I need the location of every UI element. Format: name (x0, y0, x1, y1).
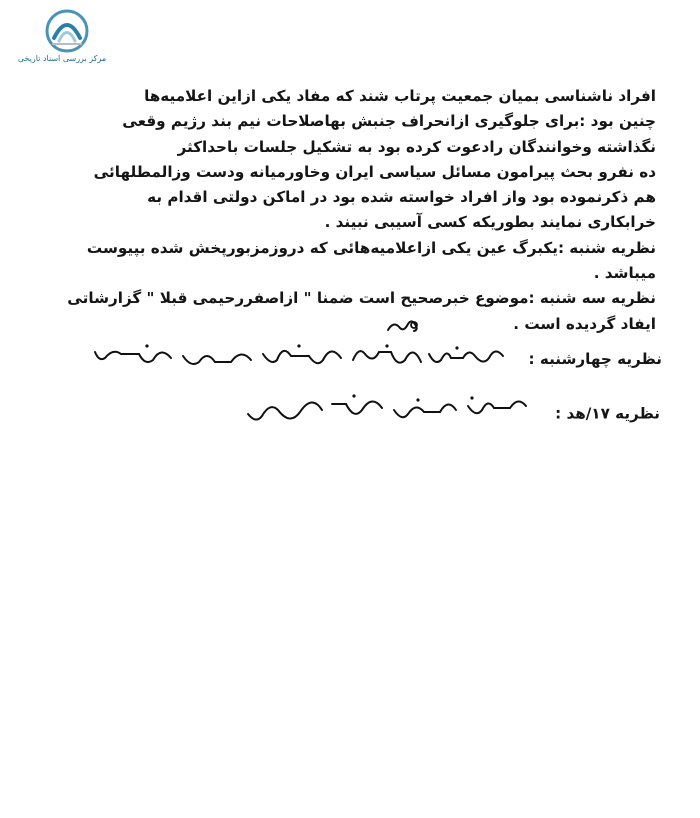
text-line: هم ذکرنموده بود واز افراد خواسته شده بود در اماکن دولتی اقدام به (147, 188, 656, 207)
note-wednesday-handwriting (91, 338, 511, 380)
text-line: افراد ناشناسی بمیان جمعیت پرتاب شند که مفاد یکی ازاین اعلامیه‌ها (144, 87, 656, 105)
note-dated (60, 390, 660, 423)
text-line: نظریه شنبه :یکبرگ عین یکی ازاعلامیه‌هائی که دروزمزبورپخش شده بپیوست (86, 238, 656, 257)
text-line: ایفاد گردیده است . (513, 314, 656, 333)
archive-logo-text: مرکز بررسی اسناد تاریخی (17, 54, 107, 63)
text-line: نگذاشته وخوانندگان رادعوت کرده بود به تشکیل جلسات باحداکثر (177, 137, 656, 156)
note-dated-handwriting (242, 390, 532, 438)
text-line: میباشد . (593, 264, 656, 283)
text-line: چنین بود :برای جلوگیری ازانحراف جنبش بهاصلاحات نیم بند رژیم وقعی (122, 112, 656, 131)
archive-emblem-icon (44, 8, 90, 54)
note-wednesday (42, 338, 662, 368)
note-dated-label: نظریه ۱۷/هد : (555, 404, 660, 423)
text-line: خرابکاری نمایند بطوریکه کسی آسیبی نبیند . (324, 213, 656, 232)
report-body (28, 84, 656, 337)
text-line: نظریه سه شنبه :موضوع خبرصحیح است ضمنا " ازاصفررحیمی قبلا " گزارشاتی (67, 289, 656, 308)
handwritten-initials-icon (384, 316, 424, 336)
note-wednesday-label: نظریه چهارشنبه : (528, 349, 662, 368)
text-line: ده نفرو بحث پیرامون مسائل سیاسی ایران وخاورمیانه ودست وزالمطلهائی (93, 162, 656, 181)
archive-logo (14, 8, 110, 66)
